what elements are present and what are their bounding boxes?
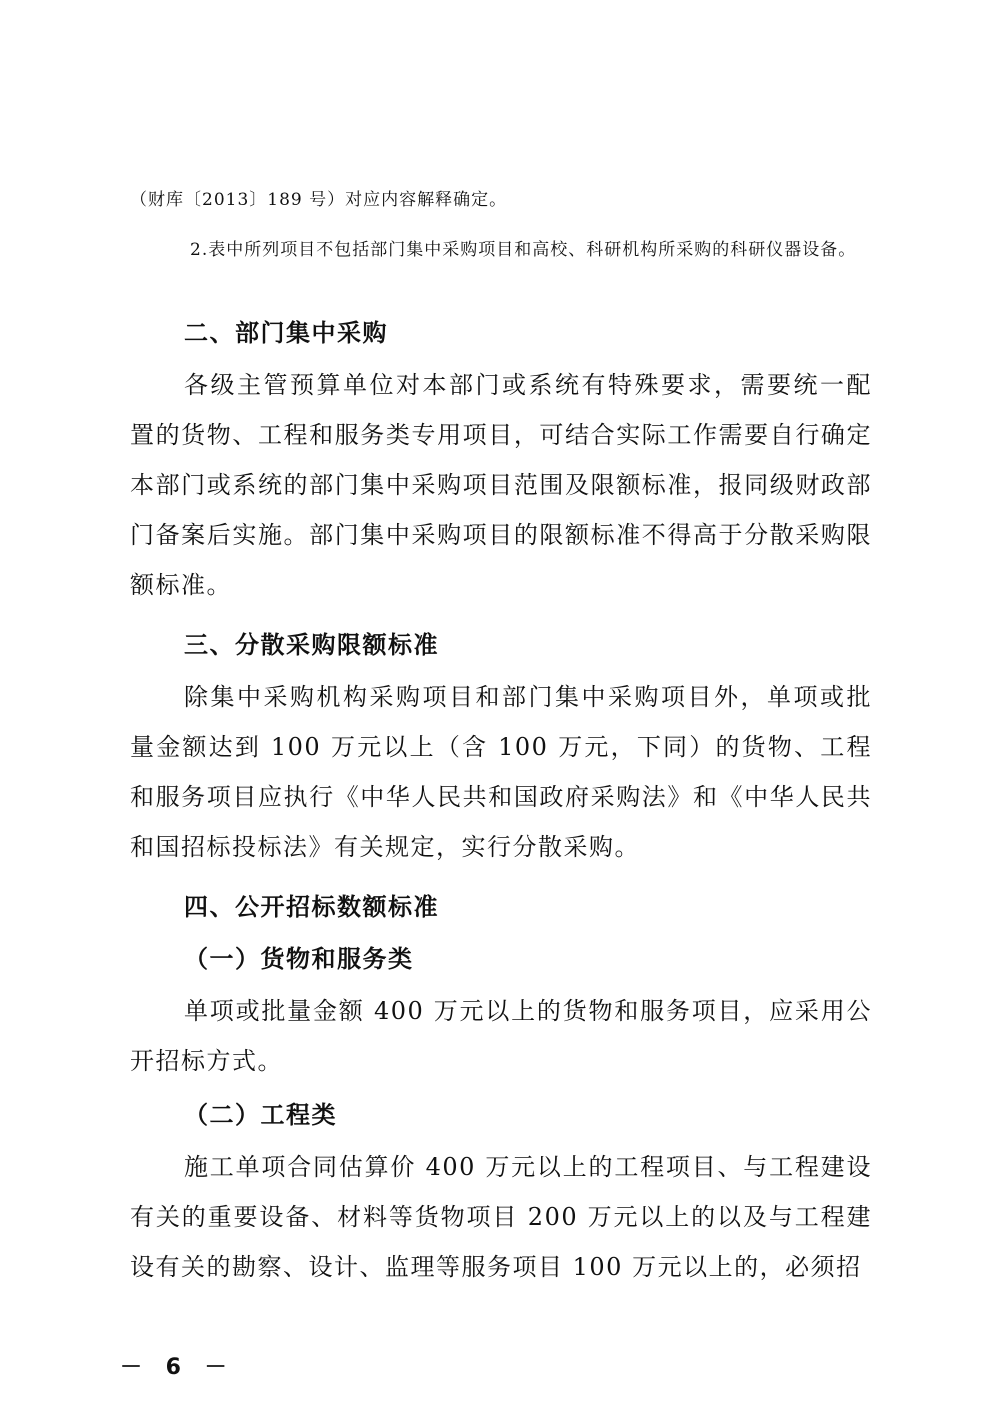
- footnote-continuation: （财库〔2013〕189 号）对应内容解释确定。: [130, 190, 508, 210]
- section-4-sub2-body: 施工单项合同估算价 400 万元以上的工程项目、与工程建设有关的重要设备、材料等货物项目 200 万元以上的以及与工程建设有关的勘察、设计、监理等服务项目 100 万元以上的，必须招: [130, 1153, 872, 1281]
- section-4-sub2-heading: （二）工程类: [184, 1100, 337, 1129]
- page-number: － 6 －: [120, 1355, 235, 1380]
- section-4-sub1-heading: （一）货物和服务类: [184, 944, 414, 973]
- section-3-body: 除集中采购机构采购项目和部门集中采购项目外，单项或批量金额达到 100 万元以上（含 100 万元，下同）的货物、工程和服务项目应执行《中华人民共和国政府采购法》和《中华人民共和国招标投标法》有关规定，实行分散采购。: [130, 683, 872, 861]
- section-2-heading: 二、部门集中采购: [184, 319, 388, 347]
- section-4-sub1-body: 单项或批量金额 400 万元以上的货物和服务项目，应采用公开招标方式。: [130, 997, 872, 1075]
- footnote-2: 2.表中所列项目不包括部门集中采购项目和高校、科研机构所采购的科研仪器设备。: [190, 240, 857, 260]
- section-2-body: 各级主管预算单位对本部门或系统有特殊要求，需要统一配置的货物、工程和服务类专用项目，可结合实际工作需要自行确定本部门或系统的部门集中采购项目范围及限额标准，报同级财政部门备案后实施。部门集中采购项目的限额标准不得高于分散采购限额标准。: [130, 371, 872, 599]
- section-3-heading: 三、分散采购限额标准: [184, 631, 439, 659]
- section-4-heading: 四、公开招标数额标准: [184, 893, 439, 921]
